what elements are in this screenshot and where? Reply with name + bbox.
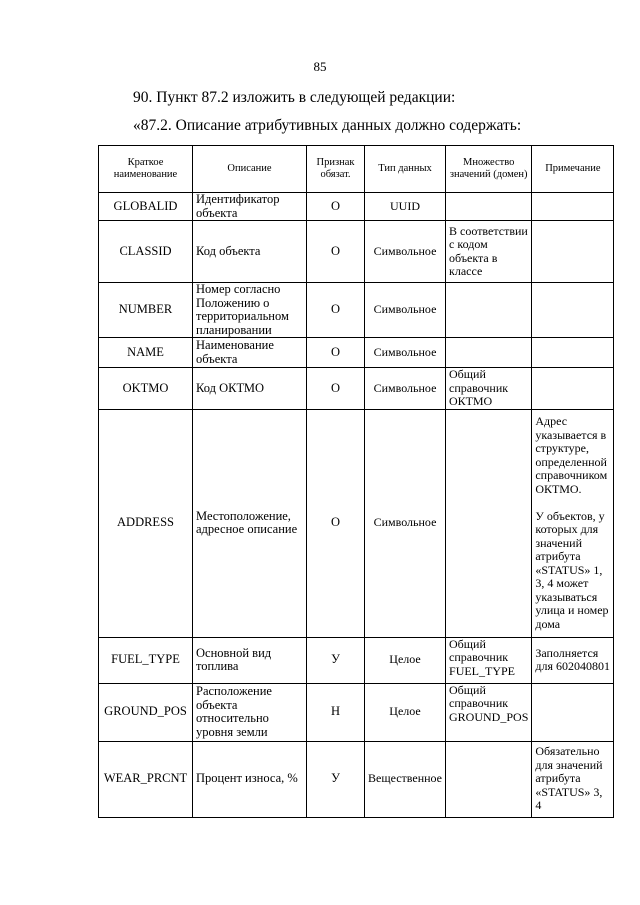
- cell-description: Местоположение, адресное описание: [193, 409, 307, 637]
- cell-short-name: WEAR_PRCNT: [99, 741, 193, 817]
- cell-domain: [446, 283, 532, 338]
- cell-data-type: Целое: [365, 683, 446, 741]
- cell-short-name: OKTMO: [99, 368, 193, 410]
- cell-domain: [446, 741, 532, 817]
- cell-domain: Общий справочник GROUND_POS: [446, 683, 532, 741]
- header-domain: Множество значений (домен): [446, 146, 532, 193]
- cell-data-type: Символьное: [365, 338, 446, 368]
- cell-data-type: Символьное: [365, 221, 446, 283]
- paragraph-amendment: 90. Пункт 87.2 изложить в следующей редакции:: [133, 89, 456, 106]
- cell-required: О: [307, 368, 365, 410]
- cell-note: Заполняется для 602040801: [532, 637, 614, 683]
- header-note: Примечание: [532, 146, 614, 193]
- header-description: Описание: [193, 146, 307, 193]
- cell-data-type: Целое: [365, 637, 446, 683]
- cell-domain: [446, 193, 532, 221]
- cell-domain: Общий справочник FUEL_TYPE: [446, 637, 532, 683]
- cell-description: Идентификатор объекта: [193, 193, 307, 221]
- table-row: [99, 368, 614, 410]
- table-row: [99, 221, 614, 283]
- cell-note: [532, 338, 614, 368]
- table-row: [99, 338, 614, 368]
- cell-data-type: Вещественное: [365, 741, 446, 817]
- paragraph-section-title: «87.2. Описание атрибутивных данных должно содержать:: [133, 117, 522, 134]
- cell-required: Н: [307, 683, 365, 741]
- attribute-table: [98, 145, 614, 818]
- cell-note: [532, 193, 614, 221]
- cell-required: О: [307, 409, 365, 637]
- cell-note: [532, 283, 614, 338]
- cell-note: [532, 221, 614, 283]
- cell-note: Адрес указывается в структуре, определенной справочником ОКТМО. У объектов, у которых для значений атрибута «STATUS» 1, 3, 4 может указываться улица и номер дома: [532, 409, 614, 637]
- cell-domain: В соответствии с кодом объекта в классе: [446, 221, 532, 283]
- cell-short-name: NAME: [99, 338, 193, 368]
- cell-required: У: [307, 637, 365, 683]
- cell-short-name: GLOBALID: [99, 193, 193, 221]
- table-row: [99, 637, 614, 683]
- cell-required: О: [307, 338, 365, 368]
- cell-data-type: Символьное: [365, 368, 446, 410]
- cell-domain: [446, 338, 532, 368]
- cell-short-name: GROUND_POS: [99, 683, 193, 741]
- cell-description: Наименование объекта: [193, 338, 307, 368]
- header-data-type: Тип данных: [365, 146, 446, 193]
- cell-data-type: Символьное: [365, 409, 446, 637]
- cell-data-type: Символьное: [365, 283, 446, 338]
- header-short-name: Краткое наименование: [99, 146, 193, 193]
- cell-required: У: [307, 741, 365, 817]
- header-required: Признак обязат.: [307, 146, 365, 193]
- cell-required: О: [307, 193, 365, 221]
- table-row: [99, 193, 614, 221]
- cell-description: Номер согласно Положению о территориальном планировании: [193, 283, 307, 338]
- cell-short-name: NUMBER: [99, 283, 193, 338]
- table-row: [99, 683, 614, 741]
- page-number: 85: [313, 59, 327, 74]
- cell-domain: Общий справочник ОКТМО: [446, 368, 532, 410]
- cell-short-name: FUEL_TYPE: [99, 637, 193, 683]
- table-row: [99, 283, 614, 338]
- cell-short-name: ADDRESS: [99, 409, 193, 637]
- cell-note: Обязательно для значений атрибута «STATUS» 3, 4: [532, 741, 614, 817]
- table-row: [99, 409, 614, 637]
- cell-description: Код ОКТМО: [193, 368, 307, 410]
- cell-description: Процент износа, %: [193, 741, 307, 817]
- cell-description: Код объекта: [193, 221, 307, 283]
- cell-note: [532, 368, 614, 410]
- cell-short-name: CLASSID: [99, 221, 193, 283]
- cell-description: Основной вид топлива: [193, 637, 307, 683]
- cell-required: О: [307, 283, 365, 338]
- cell-note: [532, 683, 614, 741]
- table-header-row: [99, 146, 614, 193]
- cell-description: Расположение объекта относительно уровня земли: [193, 683, 307, 741]
- cell-required: О: [307, 221, 365, 283]
- cell-domain: [446, 409, 532, 637]
- cell-data-type: UUID: [365, 193, 446, 221]
- table-row: [99, 741, 614, 817]
